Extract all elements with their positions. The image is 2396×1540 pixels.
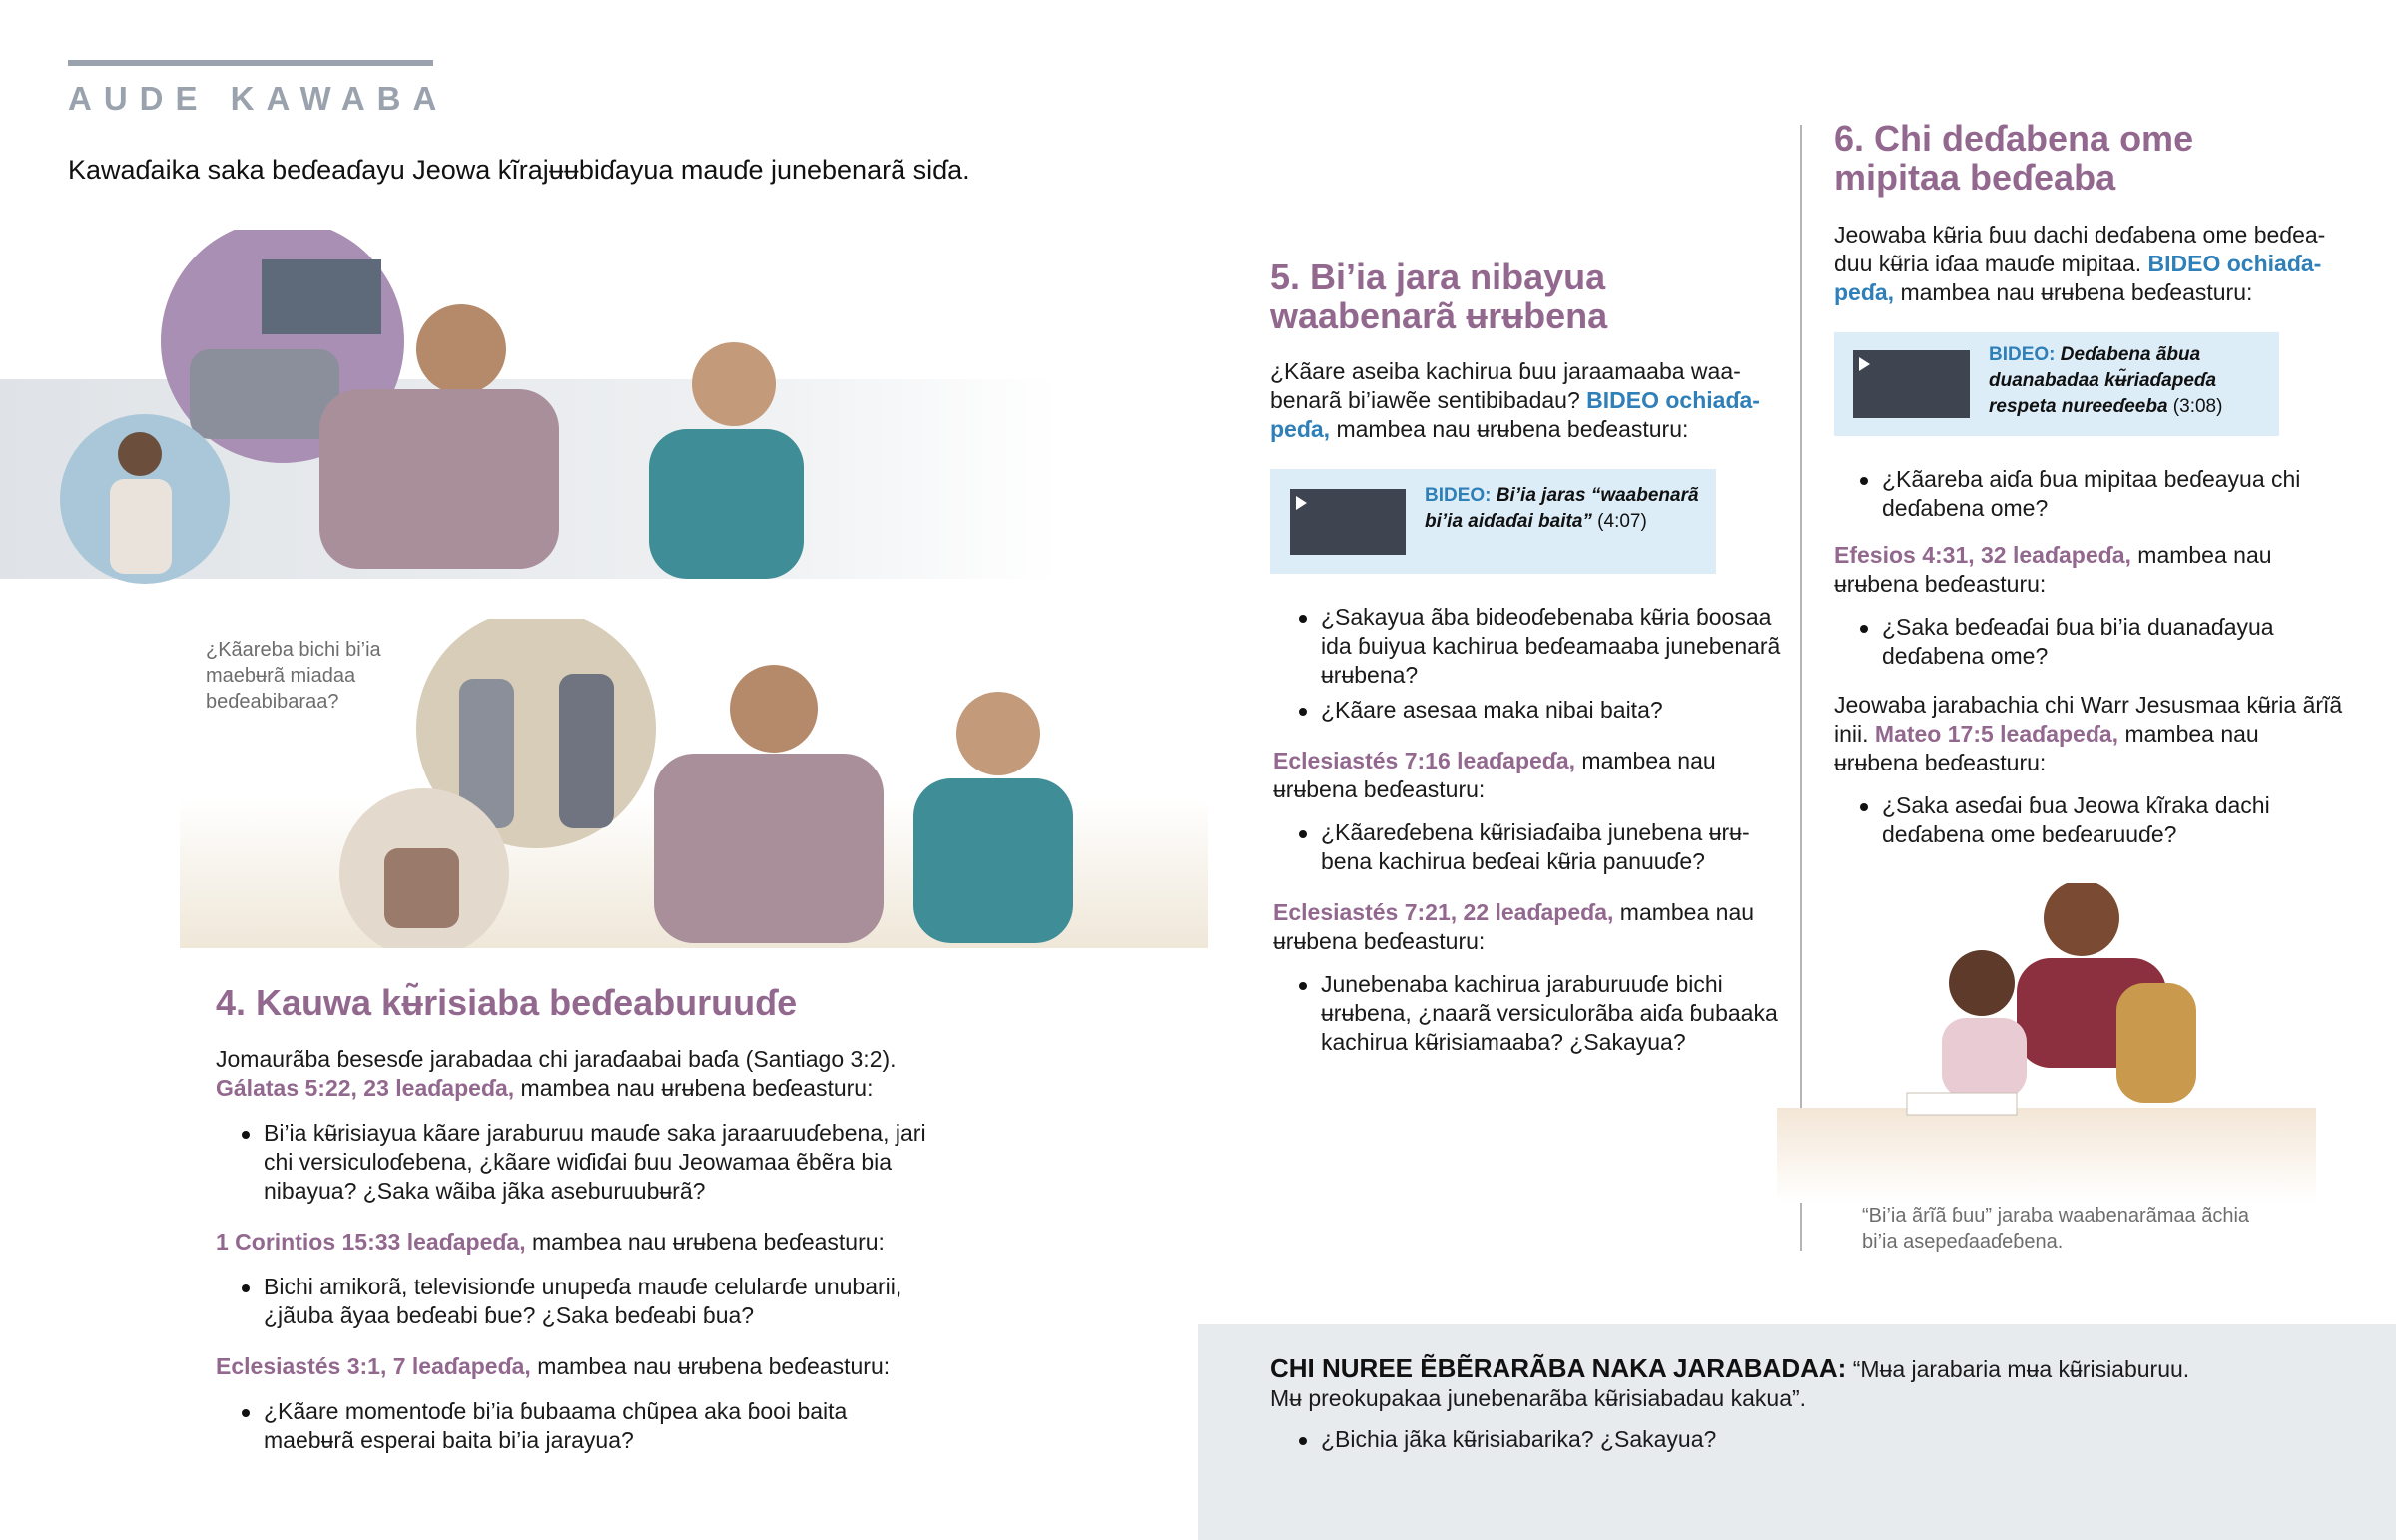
- section4-ref2-rest: mambea nau ʉrʉbena beɗeasturu:: [525, 1229, 885, 1255]
- section-kicker: AUDE KAWABA: [68, 80, 449, 117]
- section4-para1: Jomaurãba ɓesesɗe jarabadaa chi jaraɗaabai baɗa (Santiago 3:2).: [216, 1046, 897, 1072]
- section5-bullet2: ¿Kãare asesaa maka nibai baita?: [1321, 696, 1782, 725]
- section4-body: [216, 1045, 934, 1461]
- video-thumbnail-2[interactable]: [1853, 350, 1970, 418]
- section5-video-card[interactable]: [1270, 469, 1716, 574]
- quote-b: Mʉ preokupakaa junebenarãba kʉ̃risiabadau kakua”.: [1270, 1385, 1807, 1411]
- section4-bullet3: ¿Kãare momentoɗe bi’ia ɓubaama chũpea aka ɓooi baita maebʉrã esperai baita bi’ia jarayua?: [264, 1397, 934, 1455]
- section5-para1-b: benarã bi’iawẽe sentibibadau?: [1270, 387, 1580, 413]
- section6-para2: Jeowaba jarabachia chi Warr Jesusmaa kʉ̃ria ãrĩã inii.: [1834, 692, 2343, 747]
- child-figure: [1949, 950, 2015, 1016]
- section5-ref2-rest: mambea nau ʉrʉbena beɗeasturu:: [1273, 899, 1755, 954]
- section5-para1-c: mambea nau ʉrʉbena beɗeasturu:: [1330, 416, 1689, 442]
- quote-label: CHI NUREE ẼBẼRARÃBA NAKA JARABADAA:: [1270, 1353, 1847, 1383]
- section5-bullet1: ¿Sakayua ãba bideoɗebenaba kʉ̃ria ɓoosaa ida ɓuiyua kachirua beɗeamaaba junebenarã ʉrʉbena?: [1321, 604, 1781, 688]
- section5-bullet3: ¿Kãareɗebena kʉ̃risiaɗaiba junebena ʉrʉbena kachirua beɗeai kʉ̃ria panuuɗe?: [1321, 818, 1782, 876]
- section6-bullet3: ¿Saka aseɗai ɓua Jeowa kĩraka dachi deɗabena ome beɗearuuɗe?: [1882, 791, 2343, 849]
- section6-para1: [1834, 221, 2353, 307]
- section4-ref2[interactable]: 1 Corintios 15:33 leaɗapeɗa,: [216, 1229, 526, 1255]
- section6-video-link-2[interactable]: peɗa,: [1834, 279, 1895, 305]
- section5-body: [1273, 603, 1782, 1063]
- illustration-argument: [0, 230, 1058, 589]
- section5-para1-a: ¿Kãare aseiba kachirua ɓuu jaraamaaba waa-: [1270, 358, 1741, 384]
- section6-para1-c: mambea nau ʉrʉbena beɗeasturu:: [1894, 279, 2253, 305]
- section6-video-card[interactable]: [1834, 332, 2279, 436]
- video-title-2: Deɗabena ãbua duanabadaa kʉ̃riaɗapeɗa respeta nureeɗeeba: [1989, 344, 2217, 417]
- man-figure-2: [730, 665, 818, 753]
- section6-ref1-rest: mambea nau ʉrʉbena beɗeasturu:: [1834, 542, 2272, 597]
- section6-ref2-rest: mambea nau ʉrʉbena beɗeasturu:: [1834, 721, 2259, 775]
- illustration-mother-child: [1777, 883, 2316, 1203]
- section5-title: [1270, 257, 1607, 335]
- play-icon: [1296, 496, 1307, 510]
- caption-right: “Bi’ia ãrĩã ɓuu” jaraba waabenarãmaa ãchia bi’ia asepeɗaaɗeɓena.: [1862, 1205, 2250, 1253]
- section5-para1: [1270, 357, 1769, 444]
- section6-title: [1834, 119, 2193, 197]
- section6-ref1[interactable]: Efesios 4:31, 32 leaɗapeɗa,: [1834, 542, 2131, 568]
- video-thumbnail[interactable]: [1290, 489, 1406, 555]
- section5-ref1[interactable]: Eclesiastés 7:16 leaɗapeɗa,: [1273, 748, 1576, 773]
- section5-video-link[interactable]: BIDEO ochiaɗa-: [1579, 387, 1760, 413]
- section5-ref1-rest: mambea nau ʉrʉbena beɗeasturu:: [1273, 748, 1716, 802]
- section4-bullet1: Bi’ia kʉ̃risiayua kãare jaraburuu mauɗe saka jaraaruuɗebena, jari chi versiculoɗebena, ¿kãare wiɗiɗai ɓuu Jeowamaa ẽbẽra bia nibayua? ¿Saka wãiba jãka aseburuubʉrã?: [264, 1119, 934, 1206]
- section6-para1-b: duu kʉ̃ria iɗaa mauɗe mipitaa.: [1834, 251, 2142, 276]
- section6-bullet2: ¿Saka beɗeaɗai ɓua bi’ia duanaɗayua deɗabena ome?: [1882, 613, 2343, 671]
- section4-ref1-rest: mambea nau ʉrʉbena beɗeasturu:: [514, 1075, 874, 1101]
- section4-ref1[interactable]: Gálatas 5:22, 23 leaɗapeɗa,: [216, 1075, 515, 1101]
- section6-bullet1: ¿Kãareba aiɗa ɓua mipitaa beɗeayua chi deɗabena ome?: [1882, 465, 2343, 523]
- section6-ref2[interactable]: Mateo 17:5 leaɗapeɗa,: [1868, 721, 2119, 747]
- section6-body: [1834, 465, 2343, 855]
- section6-title-line1: 6. Chi deɗabena ome: [1834, 118, 2194, 159]
- section5-bullet4: Junebenaba kachirua jaraburuuɗe bichi ʉrʉbena, ¿naarã versiculorãba aiɗa ɓubaaka kachirua kʉ̃risiamaaba? ¿Sakayua?: [1321, 970, 1782, 1057]
- section4-title: 4. Kauwa kʉ̃risiaba beɗeaburuuɗe: [216, 982, 798, 1023]
- man-figure: [416, 304, 506, 394]
- section6-para1-a: Jeowaba kʉ̃ria ɓuu dachi deɗabena ome beɗea-: [1834, 222, 2326, 248]
- quote-bullets: [1273, 1425, 2171, 1460]
- woman-figure-2: [956, 692, 1040, 775]
- video-title: Bi’ia jaras “waabenarã bi’ia aiɗaɗai baita”: [1425, 485, 1699, 532]
- section6-video-link[interactable]: BIDEO ochiaɗa-: [2141, 251, 2322, 276]
- video-label: BIDEO:: [1425, 485, 1492, 506]
- mother-figure: [2044, 883, 2119, 956]
- video-label-2: BIDEO:: [1989, 344, 2056, 365]
- section4-ref3-rest: mambea nau ʉrʉbena beɗeasturu:: [530, 1353, 891, 1379]
- quote-bullet: ¿Bichia jãka kʉ̃risiabarika? ¿Sakayua?: [1321, 1425, 2171, 1454]
- quote-a: “Mʉa jarabaria mʉa kʉ̃risiaburuu.: [1846, 1356, 2190, 1382]
- section6-title-line2: mipitaa beɗeaba: [1834, 157, 2116, 198]
- woman-figure: [692, 342, 776, 426]
- video-duration-2: (3:08): [2167, 396, 2223, 417]
- section4-bullet2: Bichi amikorã, televisionɗe unupeɗa mauɗe celularɗe unubarii, ¿jãuba ãyaa beɗeabi ɓue? ¿Saka beɗeabi ɓua?: [264, 1273, 934, 1330]
- video-duration: (4:07): [1591, 511, 1647, 532]
- section5-ref2[interactable]: Eclesiastés 7:21, 22 leaɗapeɗa,: [1273, 899, 1614, 925]
- play-icon-2: [1859, 357, 1870, 371]
- quote-text: [1270, 1354, 2318, 1413]
- section5-video-link-2[interactable]: peɗa,: [1270, 416, 1331, 442]
- caption-left: ¿Kãareba bichi bi’ia maebʉrã miadaa beɗeabibaraa?: [206, 639, 381, 713]
- section5-title-line1: 5. Bi’ia jara nibayua: [1270, 257, 1606, 297]
- header-rule: [68, 60, 433, 66]
- section4-ref3[interactable]: Eclesiastés 3:1, 7 leaɗapeɗa,: [216, 1353, 531, 1379]
- section5-title-line2: waabenarã ʉrʉbena: [1270, 295, 1608, 336]
- intro-text: Kawaɗaika saka beɗeaɗayu Jeowa kĩrajʉʉbiɗayua mauɗe junebenarã siɗa.: [68, 155, 970, 185]
